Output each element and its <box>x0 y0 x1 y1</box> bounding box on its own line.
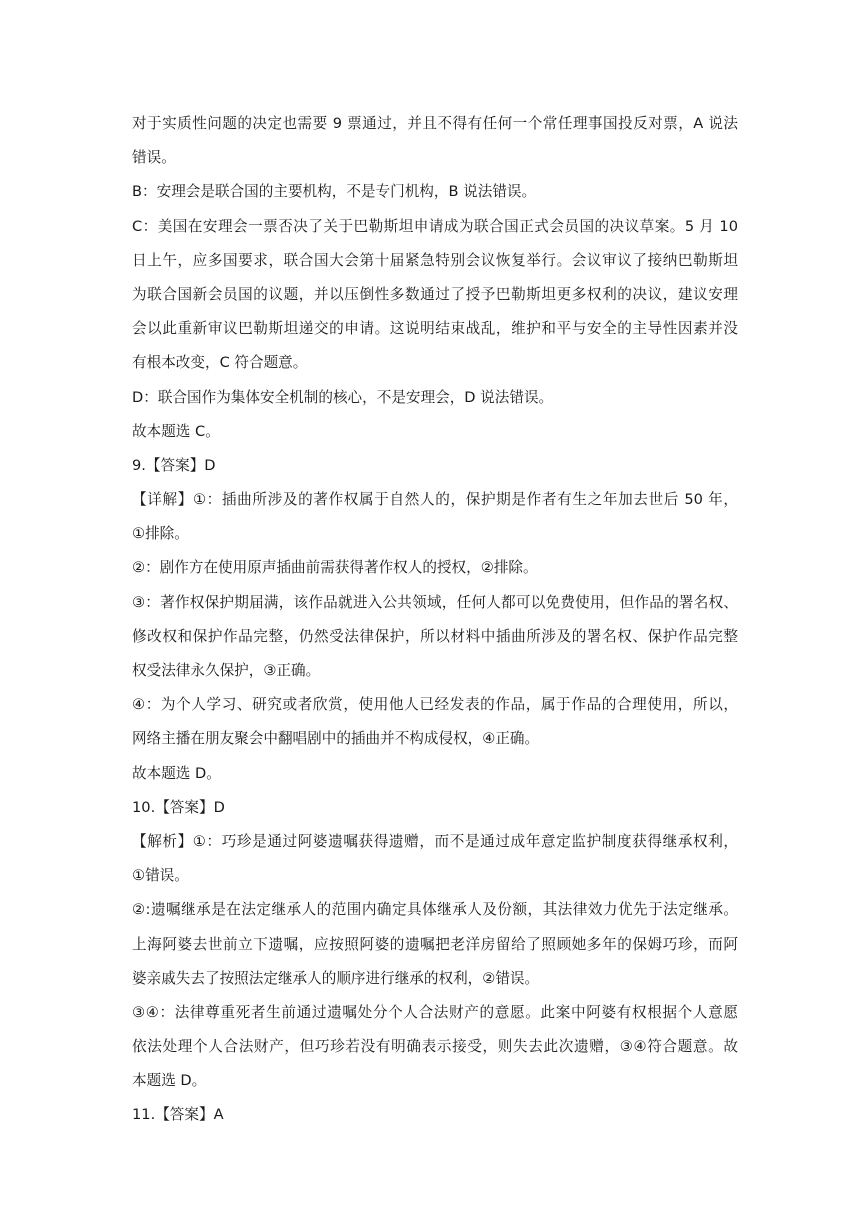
text-line: 【详解】①：插曲所涉及的著作权属于自然人的，保护期是作者有生之年加去世后 50 年， <box>132 491 738 509</box>
text-line: 权受法律永久保护，③正确。 <box>132 662 321 679</box>
text-line: 日上午，应多国要求，联合国大会第十届紧急特别会议恢复举行。会议审议了接纳巴勒斯坦 <box>132 251 738 269</box>
text-line: 依法处理个人合法财产，但巧珍若没有明确表示接受，则失去此次遗赠，③④符合题意。故 <box>132 1038 738 1056</box>
text-line: ③④：法律尊重死者生前通过遗嘱处分个人合法财产的意愿。此案中阿婆有权根据个人意愿 <box>132 1003 738 1021</box>
text-line: ②:遗嘱继承是在法定继承人的范围内确定具体继承人及份额，其法律效力优先于法定继承。 <box>132 901 738 919</box>
text-line: C：美国在安理会一票否决了关于巴勒斯坦申请成为联合国正式会员国的决议草案。5 月 10 <box>132 217 738 235</box>
text-line: 会以此重新审议巴勒斯坦递交的申请。这说明结束战乱，维护和平与安全的主导性因素并没 <box>132 320 738 338</box>
text-line: ①错误。 <box>132 867 189 885</box>
text-line: 对于实质性问题的决定也需要 9 票通过，并且不得有任何一个常任理事国投反对票，A 说法 <box>132 115 738 132</box>
text-line: ①排除。 <box>132 525 189 543</box>
text-line: 故本题选 C。 <box>132 422 220 440</box>
text-line: 有根本改变，C 符合题意。 <box>132 354 308 372</box>
text-line: 11.【答案】A <box>132 1106 224 1124</box>
text-line: 错误。 <box>132 149 176 167</box>
text-line: 上海阿婆去世前立下遗嘱，应按照阿婆的遗嘱把老洋房留给了照顾她多年的保姆巧珍，而阿 <box>132 935 738 953</box>
text-line: 10.【答案】D <box>132 798 225 816</box>
text-line: 9.【答案】D <box>132 456 216 474</box>
text-line: 为联合国新会员国的议题，并以压倒性多数通过了授予巴勒斯坦更多权利的决议，建议安理 <box>132 285 738 303</box>
text-line: 故本题选 D。 <box>132 764 221 782</box>
text-line: 修改权和保护作品完整，仍然受法律保护，所以材料中插曲所涉及的署名权、保护作品完整 <box>132 627 738 645</box>
text-line: 婆亲戚失去了按照法定继承人的顺序进行继承的权利，②错误。 <box>132 969 540 987</box>
text-line: 【解析】①：巧珍是通过阿婆遗嘱获得遗赠，而不是通过成年意定监护制度获得继承权利， <box>132 832 738 850</box>
text-line: B：安理会是联合国的主要机构，不是专门机构，B 说法错误。 <box>132 183 537 201</box>
text-line: ②：剧作方在使用原声插曲前需获得著作权人的授权，②排除。 <box>132 559 538 577</box>
text-line: 网络主播在朋友聚会中翻唱剧中的插曲并不构成侵权，④正确。 <box>132 730 540 748</box>
answer-explanation-text <box>132 107 738 1133</box>
text-line: 本题选 D。 <box>132 1072 207 1090</box>
text-line: ④：为个人学习、研究或者欣赏，使用他人已经发表的作品，属于作品的合理使用，所以， <box>132 696 738 714</box>
text-line: ③：著作权保护期届满，该作品就进入公共领域，任何人都可以免费使用，但作品的署名权、 <box>132 593 738 611</box>
text-line: D：联合国作为集体安全机制的核心，不是安理会，D 说法错误。 <box>132 388 554 406</box>
